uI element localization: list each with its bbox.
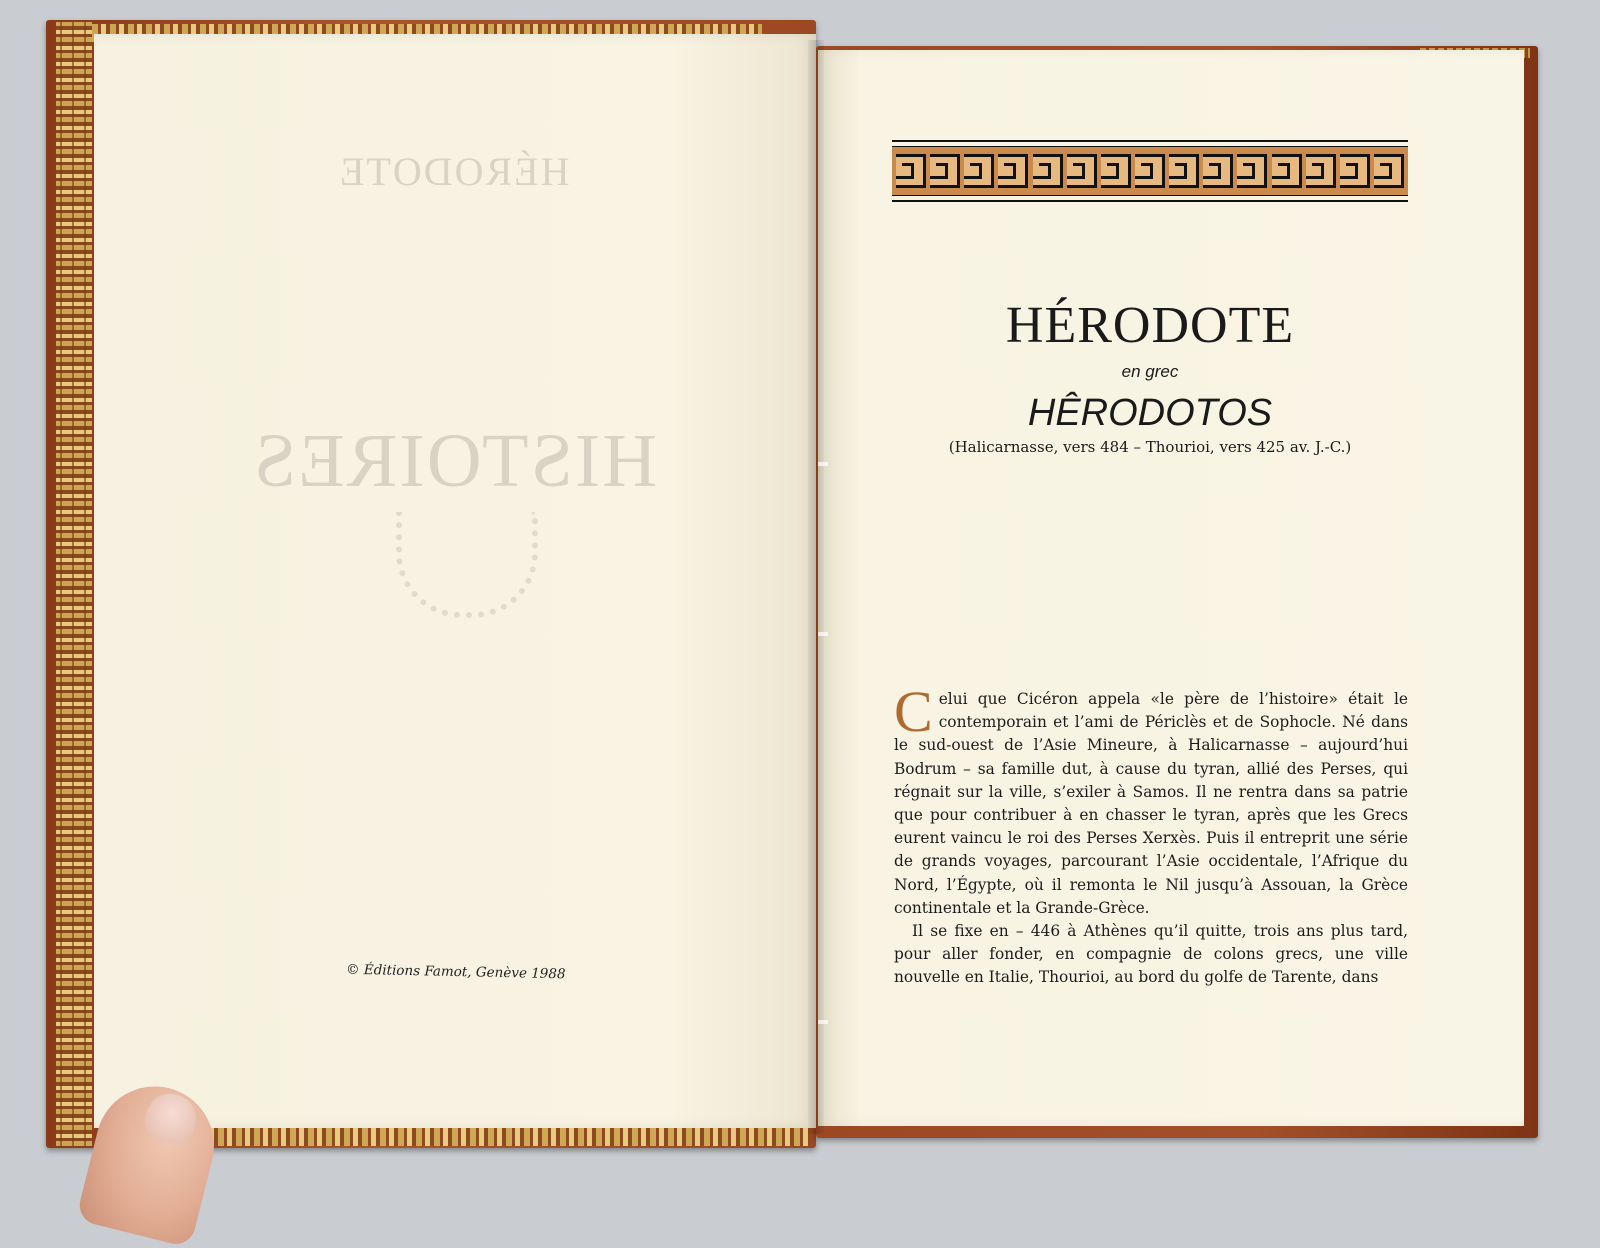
page-subtitle: en grec: [1121, 362, 1179, 381]
greek-name: HÊRODOTOS: [1027, 392, 1273, 434]
gilt-border-left: [56, 22, 92, 1146]
greek-key-icon: [896, 154, 926, 188]
greek-key-icon: [1340, 154, 1370, 188]
paragraph-1: [894, 679, 1408, 920]
greek-key-icon: [1272, 154, 1302, 188]
greek-key-icon: [930, 154, 960, 188]
life-dates: (Halicarnasse, vers 484 – Thourioi, vers 425 av. J.-C.): [948, 438, 1352, 456]
showthrough-title: HISTOIRES: [252, 419, 658, 503]
page-title: HÉRODOTE: [1005, 297, 1295, 354]
page-tear-mark: [818, 1020, 828, 1024]
greek-key-icon: [998, 154, 1028, 188]
greek-key-border: [892, 140, 1408, 202]
greek-key-icon: [1374, 154, 1404, 188]
copyright-publisher: Éditions Famot, Genève 1988: [363, 962, 566, 983]
greek-key-icon: [1169, 154, 1199, 188]
gilt-border-bottom: [200, 1128, 810, 1146]
book-gutter: [808, 40, 824, 1134]
greek-key-icon: [1067, 154, 1097, 188]
greek-key-icon: [1203, 154, 1233, 188]
paragraph-1-text: elui que Cicéron appela «le père de l’histoire» était le contemporain et l’ami de Périclès et de Sophocle. Né dans le sud-ouest de l’Asie Mineure, à Halicarnasse – aujourd’hui Bodrum – sa famille dut, à cause du tyran, allié des Perses, qui régnait sur la ville, s’exiler à Samos. Il ne rentra dans sa patrie que pour contribuer à en chasser le tyran, après que les Grecs eurent vaincu le roi des Perses Xerxès. Puis il entreprit une série de grands voyages, parcourant l’Asie occidentale, l’Afrique du Nord, l’Égypte, où il remonta le Nil jusqu’à Assouan, la Grèce continentale et la Grande-Grèce.: [894, 690, 1408, 917]
copyright-symbol: ©: [345, 961, 360, 978]
greek-key-icon: [1101, 154, 1131, 188]
body-text: [894, 679, 1408, 990]
page-tear-mark: [818, 462, 828, 466]
greek-key-icon: [1033, 154, 1063, 188]
greek-key-icon: [1306, 154, 1336, 188]
greek-key-icon: [1237, 154, 1267, 188]
showthrough-author: HÉRODOTE: [338, 149, 570, 194]
greek-key-pattern: [892, 146, 1408, 196]
greek-key-icon: [964, 154, 994, 188]
paragraph-2: Il se fixe en – 446 à Athènes qu’il quitte, trois ans plus tard, pour aller fonder, en compagnie de colons grecs, une ville nouvelle en Italie, Thourioi, au bord du golfe de Tarente, dans: [894, 922, 1408, 987]
drop-cap: C: [894, 679, 933, 744]
greek-key-icon: [1135, 154, 1165, 188]
page-tear-mark: [818, 632, 828, 636]
